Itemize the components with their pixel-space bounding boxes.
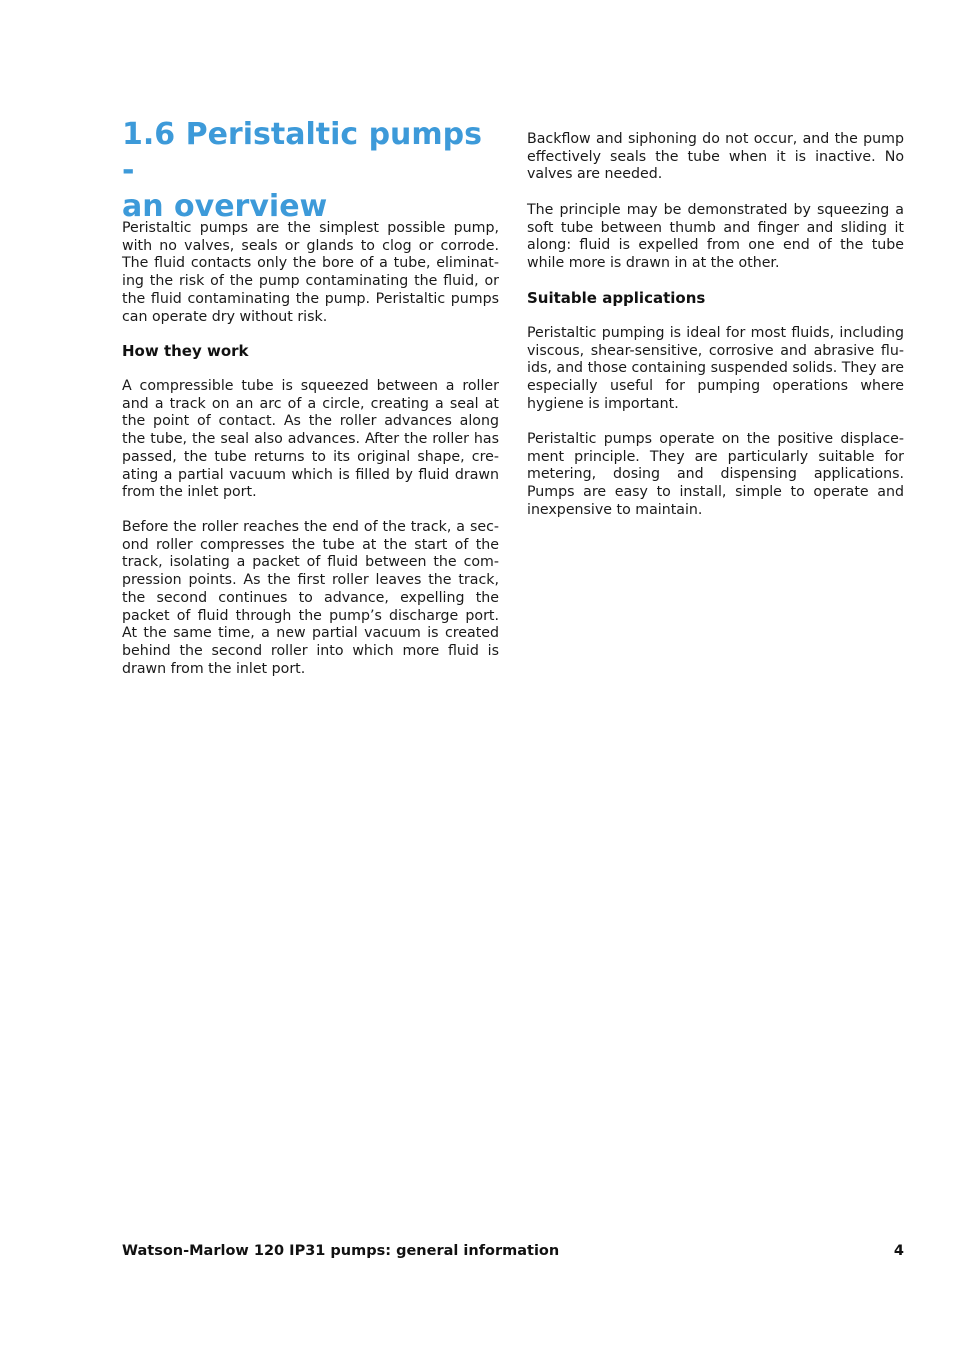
page-title-line2: an overview	[122, 189, 328, 224]
page-footer	[122, 1242, 904, 1260]
applications-paragraph-2: Peristaltic pumps operate on the positive displacement principle. They are particularly suitable for metering, dosing and dispensing applications. Pumps are easy to install, simple to operate and inexpensive to maintain.	[527, 431, 904, 518]
backflow-paragraph: Backflow and siphoning do not occur, and the pump effectively seals the tube when it is inactive. No valves are needed.	[527, 131, 904, 183]
how-they-work-paragraph-2: Before the roller reaches the end of the track, a second roller compresses the tube at the start of the track, isolating a packet of fluid between the compression points. As the first roller leaves the track, the second continues to advance, expelling the packet of fluid through the pump’s discharge port. At the same time, a new partial vacuum is created behind the second roller into which more fluid is drawn from the inlet port.	[122, 519, 499, 677]
principle-paragraph: The principle may be demonstrated by squeezing a soft tube between thumb and finger and sliding it along: fluid is expelled from one end of the tube while more is drawn in at the other.	[527, 202, 904, 272]
footer-document-title: Watson-Marlow 120 IP31 pumps: general information	[122, 1243, 560, 1259]
how-they-work-paragraph-1: A compressible tube is squeezed between a roller and a track on an arc of a circle, creating a seal at the point of contact. As the roller advances along the tube, the seal also advances. After the roller has passed, the tube returns to its original shape, creating a partial vacuum which is filled by fluid drawn from the inlet port.	[122, 378, 499, 501]
page-title-line1: 1.6 Peristaltic pumps -	[122, 117, 482, 188]
page-title	[122, 117, 499, 225]
page-number: 4	[893, 1243, 904, 1259]
how-they-work-heading: How they work	[122, 342, 249, 360]
intro-paragraph: Peristaltic pumps are the simplest possible pump, with no valves, seals or glands to clog or corrode. The fluid contacts only the bore of a tube, eliminating the risk of the pump contaminating the fluid, or the fluid contaminating the pump. Peristaltic pumps can operate dry without risk.	[122, 220, 499, 325]
applications-paragraph-1: Peristaltic pumping is ideal for most fluids, including viscous, shear-sensitive, corrosive and abrasive fluids, and those containing suspended solids. They are especially useful for pumping operations where hygiene is important.	[527, 325, 904, 412]
suitable-applications-heading: Suitable applications	[527, 289, 706, 307]
